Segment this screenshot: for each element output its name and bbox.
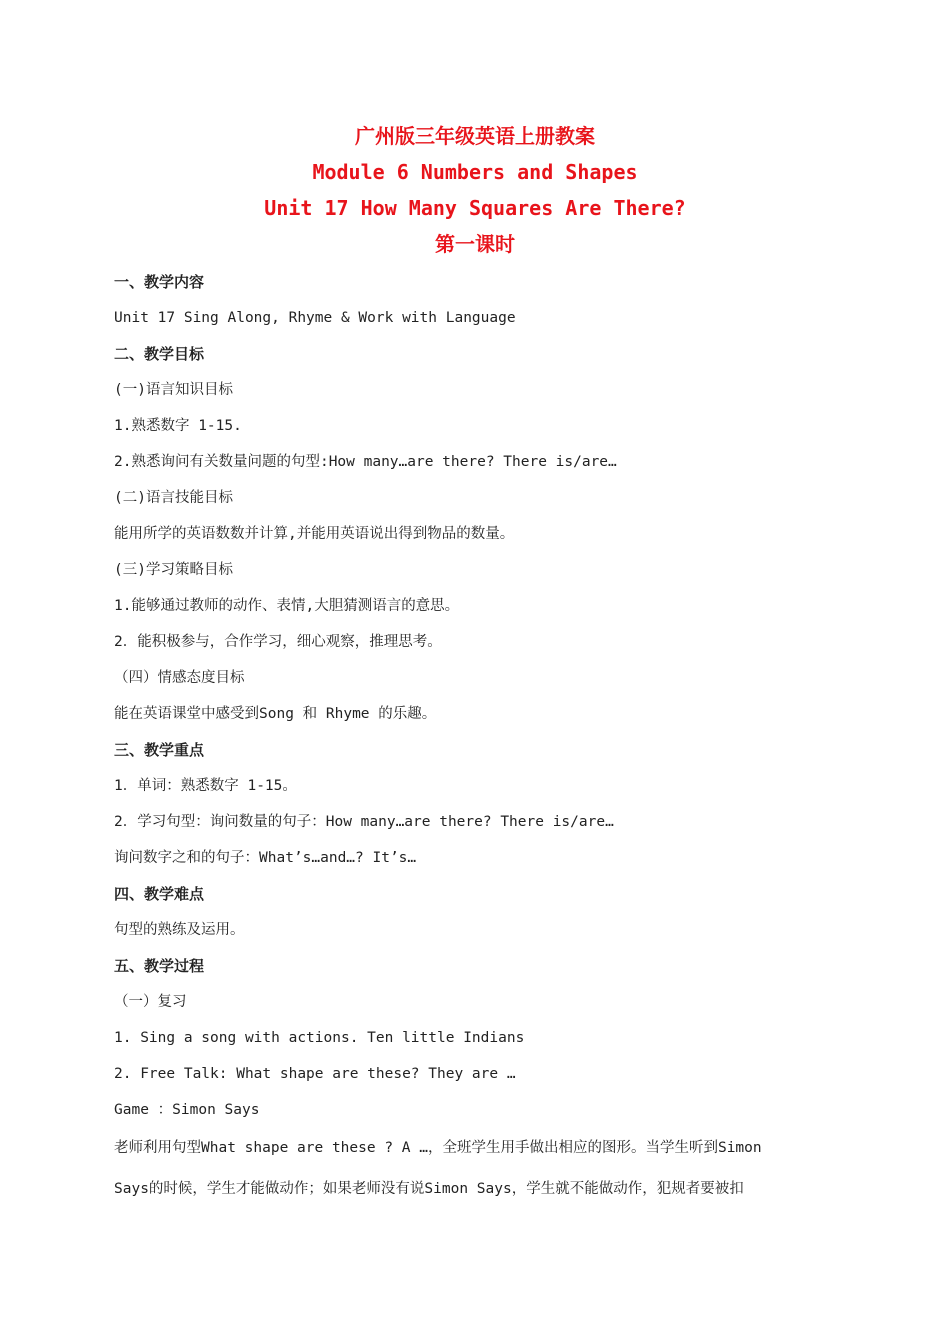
- text-line: 2．能积极参与，合作学习，细心观察，推理思考。: [114, 634, 442, 650]
- text-line: 1. Sing a song with actions. Ten little Indians: [114, 1030, 525, 1046]
- text-line: （四）情感态度目标: [114, 670, 245, 686]
- text-line: 能在英语课堂中感受到Song 和 Rhyme 的乐趣。: [114, 706, 437, 722]
- text-line: 老师利用句型What shape are these ? A …，全班学生用手做出相应的图形。当学生听到Simon: [114, 1140, 762, 1156]
- text-line: (三)学习策略目标: [114, 562, 233, 578]
- document-title: 广州版三年级英语上册教案: [355, 124, 595, 148]
- text-line: Game ：Simon Says: [114, 1102, 260, 1118]
- lesson-title: 第一课时: [435, 232, 515, 256]
- text-line: Unit 17 Sing Along, Rhyme & Work with Language: [114, 310, 516, 326]
- section-heading: 三、教学重点: [114, 741, 205, 759]
- text-line: 2. Free Talk: What shape are these? They are …: [114, 1066, 516, 1082]
- text-line: 2.熟悉询问有关数量问题的句型:How many…are there? There is/are…: [114, 454, 617, 470]
- text-line: Says的时候，学生才能做动作；如果老师没有说Simon Says，学生就不能做动作，犯规者要被扣: [114, 1181, 744, 1197]
- text-line: 2．学习句型：询问数量的句子：How many…are there? There is/are…: [114, 814, 614, 830]
- section-heading: 二、教学目标: [114, 345, 205, 363]
- module-title: Module 6 Numbers and Shapes: [312, 160, 638, 184]
- document-body: [114, 264, 838, 1210]
- section-heading: 一、教学内容: [114, 273, 205, 291]
- text-line: （一）复习: [114, 994, 187, 1010]
- text-line: 1.熟悉数字 1-15.: [114, 418, 242, 434]
- unit-title: Unit 17 How Many Squares Are There?: [264, 196, 686, 220]
- text-line: 句型的熟练及运用。: [114, 922, 245, 938]
- text-line: (二)语言技能目标: [114, 490, 233, 506]
- text-line: (一)语言知识目标: [114, 382, 233, 398]
- text-line: 能用所学的英语数数并计算,并能用英语说出得到物品的数量。: [114, 526, 515, 542]
- section-heading: 五、教学过程: [114, 957, 205, 975]
- title-block: [0, 118, 950, 262]
- text-line: 1.能够通过教师的动作、表情,大胆猜测语言的意思。: [114, 598, 460, 614]
- text-line: 询问数字之和的句子：What’s…and…? It’s…: [114, 850, 417, 866]
- section-heading: 四、教学难点: [114, 885, 205, 903]
- text-line: 1．单词：熟悉数字 1-15。: [114, 778, 297, 794]
